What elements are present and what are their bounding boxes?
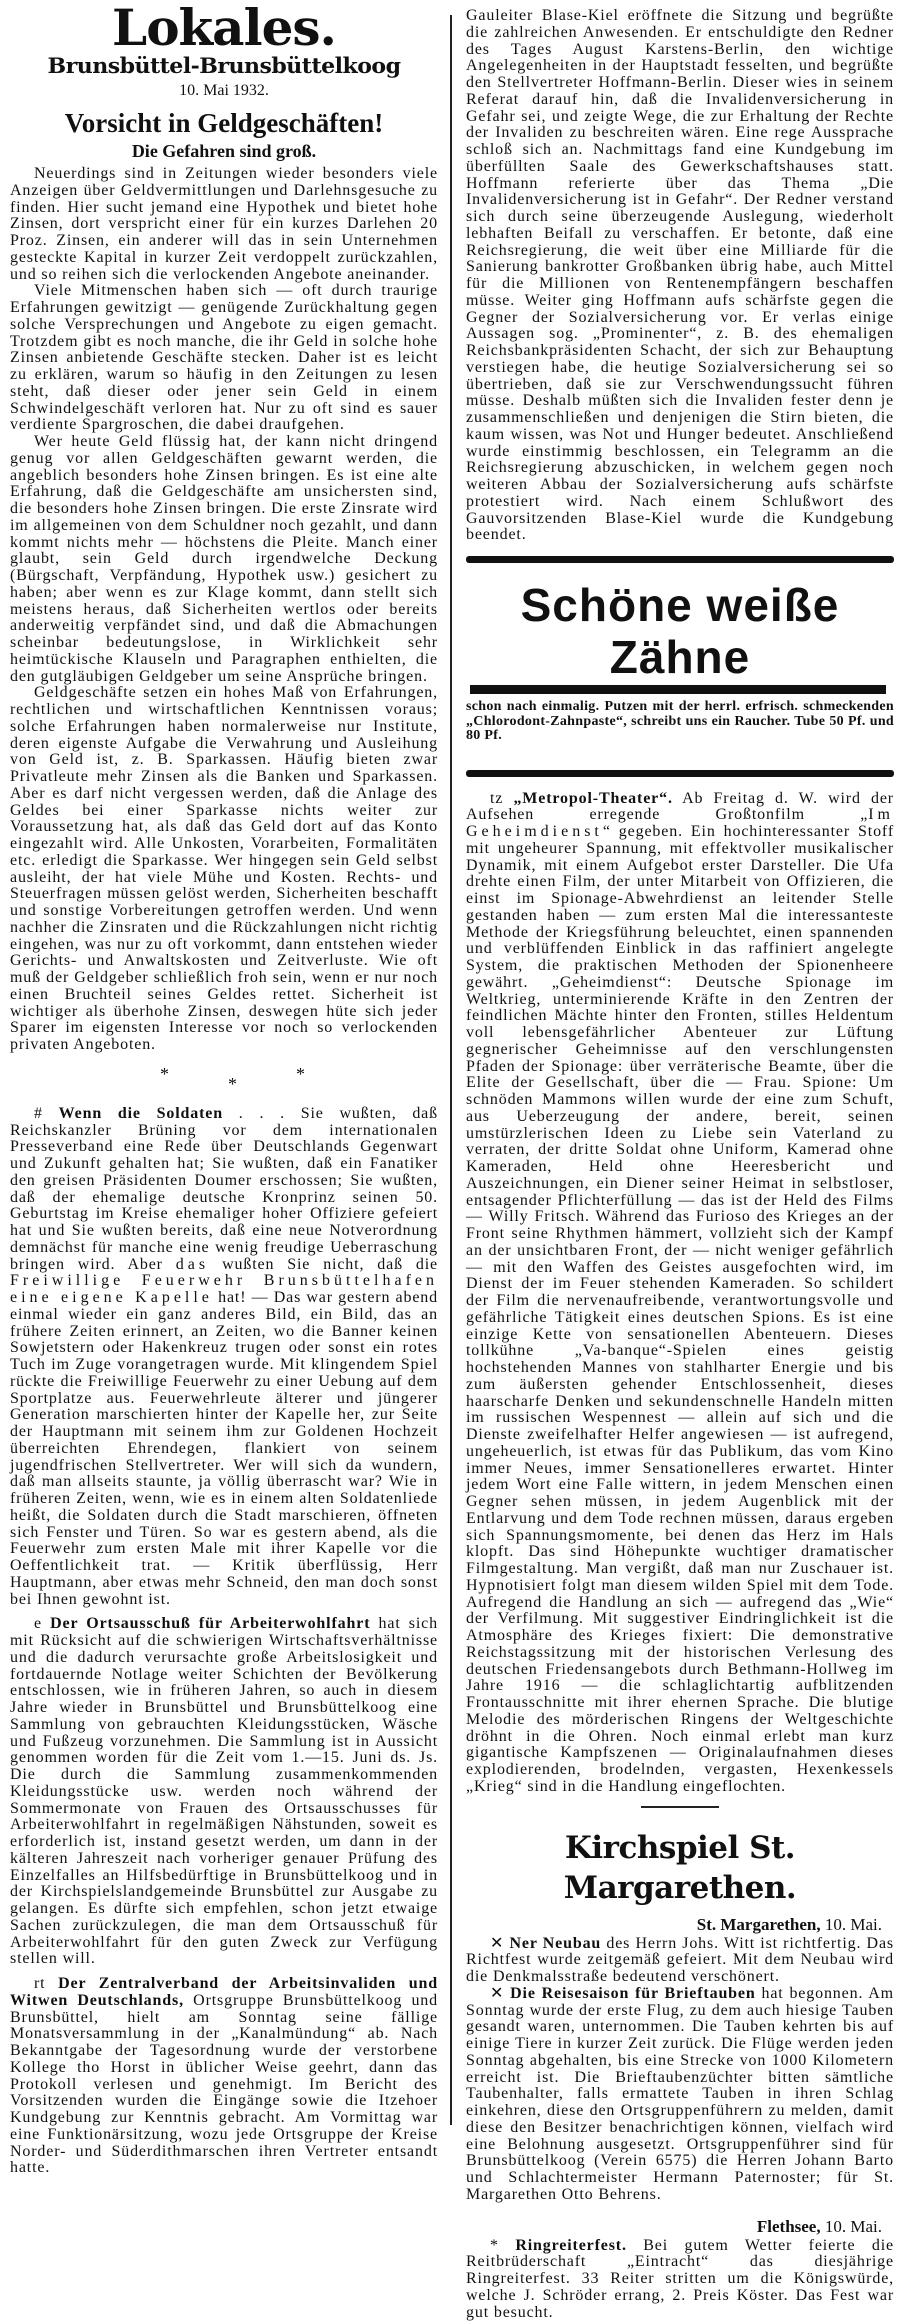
news-item-ringreiterfest (466, 2238, 894, 2321)
news-item-brieftauben (466, 1986, 894, 2204)
article-paragraph: Wer heute Geld flüssig hat, der kann nicht dringend genug vor allen Geldgeschäften gewarnt werden, die angeblich besonders hohe Zinsen bringen. Es ist eine alte Erfahrung, daß die Geldgeschäfte am unsichersten sind, die besonders hohe Zinsen bringen. Die erste Zinsrate wird im allgemeinen von dem Schuldner noch gezahlt, und dann kommt nichts mehr — höchstens die Pleite. Manch einer glaubt, sein Geld durch irgendwelche Deckung (Bürgschaft, Verpfändung, Hypothek usw.) gesichert zu haben; aber wenn es zur Klage kommt, dann stellt sich meistens heraus, daß Sicherheiten wertlos oder bereits anderweitig verpfändet sind, und daß die Abmachungen scheinbar bedeutungslose, in Wirklichkeit sehr heimtückische Klauseln und Paragraphen enthielten, die den gutgläubigen Geldgeber um seine Ansprüche bringen. (10, 434, 438, 685)
news-item-neubau (466, 1936, 894, 1986)
cross-mark-icon: ✕ (490, 1935, 504, 1952)
item-text: Ortsgruppe Brunsbüttelkoog und Brunsbüttel, hielt am Sonntag seine fällige Monatsversammlung in der „Kanalmündung“ ab. Nach Bekanntgabe der Tagesordnung wurde der verstorbene Kollege tho Horst in üblicher Weise geehrt, dann das Protokoll verlesen und genehmigt. Im Bericht des Vorsitzenden wurden die Eingänge sowie die Itzehoer Kundgebung zur Kenntnis gebracht. Am Vormittag war eine Funktionärsitzung, wozu jede Ortsgruppe der Kreise Norder- und Süderdithmarschen ihren Vertreter entsandt hatte. (10, 1992, 438, 2177)
item-lead: Ringreiterfest. (515, 2237, 627, 2254)
right-column (466, 0, 894, 2321)
item-text: “ gegeben. Ein hochinteressanter Stoff mit ungeheurer Spannung, mit effektvoller musikalischer Dynamik, mit einem Aufgebot erster Darsteller. Die Ufa drehte einen Film, der unter Mitarbeit von Offizieren, die einst im Spionage-Abwehrdienst an leitender Stelle gestanden haben — zum ersten Mal die interessanteste Methode der Kriegsführung beleuchtet, einen spannenden und verblüffenden Einblick in das raffiniert angelegte System, die praktischen Methoden der Spionenheere gewährt. „Geheimdienst“: Deutsche Spionage im Weltkrieg, unterminierende Kräfte in den Zentren der feindlichen Mächte hinter den Fronten, stilles Heldentum voll lebensgefährlicher Abenteuer zur Lüftung gegnerischer Geheimnisse auf den verschlungensten Pfaden der Spionage: über verräterische Beamte, über die Elite der Gesellschaft, über die — Frau. Spione: Um schnöden Mammons willen wurde der eine zum Schuft, aus Ueberzeugung der andere, bereit, seinen umstürzlerischen Ideen zu Liebe sein Vaterland zu verraten, der dritte Soldat ohne Uniform, Kamerad ohne Kameraden, Held ohne Heeresbericht und Auszeichnungen, ein Diener seiner Heimat in selbstloser, entsagender Pflichterfüllung — das ist der Held des Films — Willy Fritsch. Während das Furioso des Krieges an der Front seine Rhythmen hämmert, vollzieht sich der Kampf an der unsichtbaren Front, der — nicht weniger gefährlich — mit den Waffen des Geistes ausgefochten wird, im Dienst der im Feuer stehenden Kameraden. So schildert der Film die nervenaufreibende, verantwortungsvolle und gefährliche Tätigkeit eines deutschen Spions. Es ist eine einzige Kette von sensationellen Abenteuern. Dieses tollkühne „Va-banque“-Spielen eines geistig hochstehenden Mannes von stahlharter Energie und bis zum äußersten gehender Entschlossenheit, dieses haarscharfe Denken und sekundenschnelle Handeln mitten im russischen Wespennest — allein auf sich und die Dienste zweifelhafter Helfer angewiesen — ist aufregend, ungeheuerlich, ist etwas für das Publikum, das vom Kino immer Neues, immer Sensationelleres erwartet. Hinter jedem Wort eine Falle wittern, in jedem Menschen einen Gegner sehen müssen, in jedem Augenblick mit der Entlarvung und dem Tode rechnen müssen, daraus ergeben sich Spannungsmomente, bei denen das Herz im Hals klopft. Das sind Höhepunkte wuchtiger dramatischer Filmgestaltung. Man vergißt, daß man nur Zuschauer ist. Hypnotisiert folgt man diesem wilden Spiel mit dem Tode. Aufregend die Handlung an sich — aufregend das „Wie“ der Verfilmung. Mit suggestiver Eindringlichkeit ist die Atmosphäre des Krieges fixiert: Die demonstrative Reichstagssitzung mit der historischen Verlesung des deutschen Friedensangebots durch Bethmann-Hollweg im Jahre 1916 — die schlaglichtartig aufblitzenden Frontausschnitte mit ihrer ehernen Sprache. Die blutige Melodie des mörderischen Ringens der Weltgeschichte dröhnt in die Ohren. Noch einmal erlebt man kurz gigantische Kampfszenen — Originalaufnahmen dieses explodierenden, brodelnden, vergasten, Hexenkessels „Krieg“ sind in die Handlung eingeflochten. (466, 823, 894, 1795)
item-text: Ab Freitag d. W. wird der Aufsehen erregende Großtonfilm „ (466, 790, 894, 824)
news-item-ortsausschuss (10, 1616, 438, 1968)
news-item-soldaten (10, 1106, 438, 1609)
item-text: . . . Sie wußten, daß Reichskanzler Brüning vor dem internationalen Presseverband eine Rede über Deutschlands Gegenwart und Zukunft gehalten hat; Sie wußten, daß ein Fanatiker den greisen Präsidenten Doumer erschossen; Sie wußten, daß der ehemalige deutsche Kronprinz seinen 50. Geburtstag im Kreise ehemaliger hoher Offiziere gefeiert hat und Sie wußten bereits, daß eine neue Notverordnung demnächst für manche eine wenig freudige Ueberraschung bringen wird. Aber (10, 1105, 438, 1273)
dateline-place: Flethsee, (757, 2217, 821, 2236)
dateline (466, 1914, 894, 1936)
item-lead: Wenn die Soldaten (59, 1105, 223, 1122)
item-text: wußten Sie nicht, daß die (209, 1256, 438, 1273)
item-lead: Ner Neubau (509, 1935, 601, 1952)
dateline (466, 2216, 894, 2238)
ad-text: schon nach einmalig. Putzen mit der herrl. erfrisch. schmeckenden „Chlorodont-Zahnpaste“, schreibt uns ein Raucher. Tube 50 Pf. und 80 Pf. (466, 700, 894, 744)
article-title: Vorsicht in Geldgeschäften! (10, 106, 438, 140)
ad-headline: Schöne weiße Zähne (466, 579, 894, 683)
film-title: Im Geheimdienst (466, 806, 894, 840)
item-mark: # (34, 1105, 43, 1122)
article-paragraph: Geldgeschäfte setzen ein hohes Maß von Erfahrungen, rechtlichen und wirtschaftlichen Kenntnissen voraus; solche Erfahrungen haben normalerweise nur Institute, deren eigenste Aufgabe die Verwahrung und Ausleihung von Geld ist, z. B. Sparkassen. Häufig bieten zwar Privatleute mehr Zinsen als die Banken und Sparkassen. Aber es darf nicht vergessen werden, daß die Anlage des Geldes bei einer Sparkasse nichts weiter zur Voraussetzung hat, als daß das Geld dort auf das Konto eingezahlt wird. Alle Unkosten, Vorarbeiten, Formalitäten etc. erledigt die Sparkasse. Wer hingegen sein Geld selbst ausleiht, der hat viele Mühe und Kosten. Rechts- und Steuerfragen müssen gelöst werden, Sicherheiten beschafft und sonstige Vorbereitungen getroffen werden. Und wenn nachher die Zinsraten und die Rückzahlungen nicht richtig eingehen, was nur zu oft vorkommt, dann entstehen wieder Gerichts- und Anwaltskosten und Zeitverluste. Wie oft muß der Geldgeber schließlich froh sein, wenn er nur noch einen Bruchteil seines Geldes rettet. Sicherheit ist wichtiger als überhohe Zinsen, deswegen hüte sich jeder Sparer im eigensten Interesse vor noch so verlockenden privaten Angeboten. (10, 685, 438, 1054)
article-paragraph: Viele Mitmenschen haben sich — oft durch traurige Erfahrungen gewitzigt — genügende Zurückhaltung gegen solche Versprechungen und Angebote zu eigen gemacht. Trotzdem gibt es noch manche, die ihr Geld in solche hohe Zinsen anbietende Geschäfte stecken. Daher ist es leicht zu erklären, warum so häufig in den Zeitungen zu lesen steht, daß dieser oder jener sein Geld in einem Schwindelgeschäft verloren hat. Nur zu oft sind es sauer verdiente Spargroschen, die dabei draufgehen. (10, 283, 438, 434)
left-column (10, 0, 438, 2177)
cross-mark-icon: ✕ (490, 1985, 504, 2002)
dateline-date: 10. Mai. (821, 1915, 882, 1934)
item-text: hat begonnen. Am Sonntag wurde der erste Flug, zu dem auch hiesige Tauben gesandt waren, unternommen. Die Tauben kehrten bis auf einige Tiere in kurzer Zeit zurück. Die Flüge werden jeden Sonntag abgehalten, bis eine Strecke von 1000 Kilometern erreicht ist. Die Brieftaubenzüchter bitten sämtliche Taubenhalter, falls ermattete Tauben in ihren Schlag einkehren, diese den Ortsgruppenführern zu melden, damit diese den Besitzer benachrichtigen können, vielfach wird eine Belohnung ausgesetzt. Ortsgruppenführer sind für Brunsbüttelkoog (Verein 6575) die Herren Johann Barto und Schlachtermeister Hermann Paternoster; für St. Margarethen Otto Behrens. (466, 1985, 894, 2203)
column-divider (450, 15, 452, 2125)
item-lead: Die Reisesaison für Brieftauben (510, 1985, 756, 2002)
item-lead: Der Zentralverband der Arbeitsinvaliden und Witwen Deutschlands, (10, 1975, 438, 2009)
item-text: des Herrn Johs. Witt ist richtfertig. Das Richtfest wurde zeitgemäß gefeiert. Mit dem Neubau wird die Denkmalsstraße bedeutend verschönert. (466, 1935, 894, 1986)
asterisk: * (228, 1074, 237, 1095)
item-mark: * (490, 2237, 499, 2254)
item-emphasis: Freiwillige Feuerwehr Brunsbüttelhafen eine eigene Kapelle (10, 1272, 438, 1306)
article-paragraph: Neuerdings sind in Zeitungen wieder besonders viele Anzeigen über Geldvermittlungen und Darlehnsgesuche zu finden. Hier sucht jemand eine Hypothek und bietet hohe Zinsen, dort verspricht einer für ein kurzes Darlehen 20 Proz. Zinsen, ein anderer will das in sein Unternehmen gesteckte Kapital in kurzer Zeit verdoppelt zurückzahlen, und so reihen sich die verlockenden Angebote aneinander. (10, 166, 438, 283)
ad-rule-bottom (466, 770, 894, 777)
article-subtitle: Die Gefahren sind groß. (10, 140, 438, 162)
item-emphasis: das (176, 1256, 209, 1273)
item-text: hat sich mit Rücksicht auf die schwierigen Wirtschaftsverhältnisse und die dadurch verursachte große Arbeitslosigkeit und fortdauernde Notlage weiter Schichten der Bevölkerung entschlossen, wie in früheren Jahren, so auch in diesem Jahre wieder in Brunsbüttel und Brunsbüttelkoog eine Sammlung von gebrauchten Kleidungsstücken, Wäsche und Fußzeug vorzunehmen. Die Sammlung ist in Aussicht genommen worden für die Zeit vom 1.—15. Juni ds. Js. Die durch die Sammlung zusammenkommenden Kleidungsstücke usw. werden noch während der Sommermonate von Frauen des Ortsausschusses für Arbeiterwohlfahrt in regelmäßigen Nähstunden, soweit es erforderlich ist, instand gesetzt werden, um dann in der kälteren Jahreszeit nach vorheriger genauer Prüfung des Einzelfalles an Hilfsbedürftige in Brunsbüttelkoog und in der Kirchspielslandgemeinde Brunsbüttel zur Ausgabe zu gelangen. Es dürfte sich empfehlen, schon jetzt etwaige Sachen zurückzulegen, die man dem Ortsausschuß für Arbeiterwohlfahrt für den guten Zweck zur Verfügung stellen will. (10, 1615, 438, 1967)
section-heading: Kirchspiel St. Margarethen. (466, 1828, 894, 1908)
item-lead: Der Ortsausschuß für Arbeiterwohlfahrt (50, 1615, 370, 1632)
item-mark: tz (490, 790, 503, 807)
asterisk: * (160, 1064, 169, 1085)
section-masthead: Lokales. (10, 2, 438, 54)
advertisement-chlorodont (466, 556, 894, 777)
asterism-separator (10, 1064, 438, 1106)
issue-date: 10. Mai 1932. (10, 80, 438, 102)
item-text: Bei gutem Wetter feierte die Reitbrüderschaft „Eintracht“ das diesjährige Ringreiterfest. 33 Reiter stritten um die Königswürde, welche J. Schröder errang, 2. Preis Köster. Das Fest war gut besucht. (466, 2237, 894, 2321)
ad-rule-top (466, 556, 894, 563)
dateline-date: 10. Mai. (821, 2217, 882, 2236)
asterisk: * (296, 1064, 305, 1085)
item-mark: e (34, 1615, 42, 1632)
article-continuation: Gauleiter Blase-Kiel eröffnete die Sitzung und begrüßte die zahlreichen Anwesenden. Er entschuldigte den Redner des Tages August Karstens-Berlin, den wichtige Angelegenheiten in der Hauptstadt fesselten, und begrüßte den Stellvertreter Hoffmann-Berlin. Dieser wies in seinem Referat darauf hin, daß die Invalidenversicherung in Gefahr sei, und zeigte Wege, die zur Erhaltung der Rechte der Invaliden zu beschreiten wären. Eine rege Aussprache schloß sich an. Nachmittags fand eine Kundgebung im überfüllten Saale des Gewerkschaftshauses statt. Hoffmann referierte über das Thema „Die Invalidenversicherung ist in Gefahr“. Der Redner verstand sich durch seine überzeugende Auslegung, wiederholt lebhaften Beifall zu verschaffen. Er betonte, daß eine Reichsregierung, die weit über eine Milliarde für die Sanierung bankrotter Großbanken übrig habe, auch Mittel für die Millionen von Rentenempfängern beschaffen müsse. Weiter ging Hoffmann aufs schärfste gegen die Gegner der Sozialversicherung vor. Er verlas einige Aussagen sog. „Prominenter“, z. B. des ehemaligen Reichsbankpräsidenten Schacht, der sich zur Behauptung verstiegen habe, die heutige Sozialversicherung sei so übertrieben, daß sie zur Verschwendungssucht führen müsse. Deshalb müßten sich die Invaliden fester denn je zusammenschließen und denjenigen die Stirn bieten, die kaum wissen, was Not und Hunger bedeutet. Anschließend wurde einstimmig beschlossen, ein Telegramm an die Reichsregierung abzuschicken, in welchem gegen noch weiteren Abbau der Sozialversicherung aufs schärfste protestiert wird. Nach einem Schlußwort des Gauvorsitzenden Blase-Kiel wurde die Kundgebung beendet. (466, 8, 894, 544)
news-item-zentralverband (10, 1976, 438, 2177)
dateline-place: St. Margarethen, (697, 1915, 821, 1934)
item-text: hat! — Das war gestern abend einmal wieder ein ganz anderes Bild, ein Bild, das an frühere Zeiten erinnert, an Zeiten, wo die Banner keinen Sowjetstern oder Hakenkreuz trugen oder sonst ein rotes Tuch im Zuge vorangetragen wurde. Mit klingendem Spiel rückte die Freiwillige Feuerwehr zu einer Uebung auf dem Sportplatze aus. Feuerwehrleute älterer und jüngerer Generation marschierten hinter der Kapelle her, zur Seite der Hauptmann mit seinem ihm zur Goldenen Hochzeit überreichten Ehrendegen, flankiert von seinem jugendfrischen Stellvertreter. Wer will sich da wundern, daß man allseits staunte, ja völlig überrascht war? Wie in früheren Zeiten, wenn, wie es in einem alten Soldatenliede heißt, die Soldaten durch die Stadt marschieren, öffneten sich Fenster und Türen. So war es gestern abend, als die Feuerwehr zum ersten Male mit ihrer Kapelle vor die Oeffentlichkeit trat. — Kritik überflüssig, Herr Hauptmann, aber etwas mehr Schneid, den man doch sonst bei Ihnen gewohnt ist. (10, 1289, 438, 1608)
news-item-metropol (466, 791, 894, 1796)
locality-heading: Brunsbüttel-Brunsbüttelkoog (0, 54, 449, 78)
divider (641, 1806, 719, 1808)
ad-rule (470, 685, 886, 694)
item-mark: rt (34, 1975, 45, 1992)
item-lead: „Metropol-Theater“. (513, 790, 672, 807)
